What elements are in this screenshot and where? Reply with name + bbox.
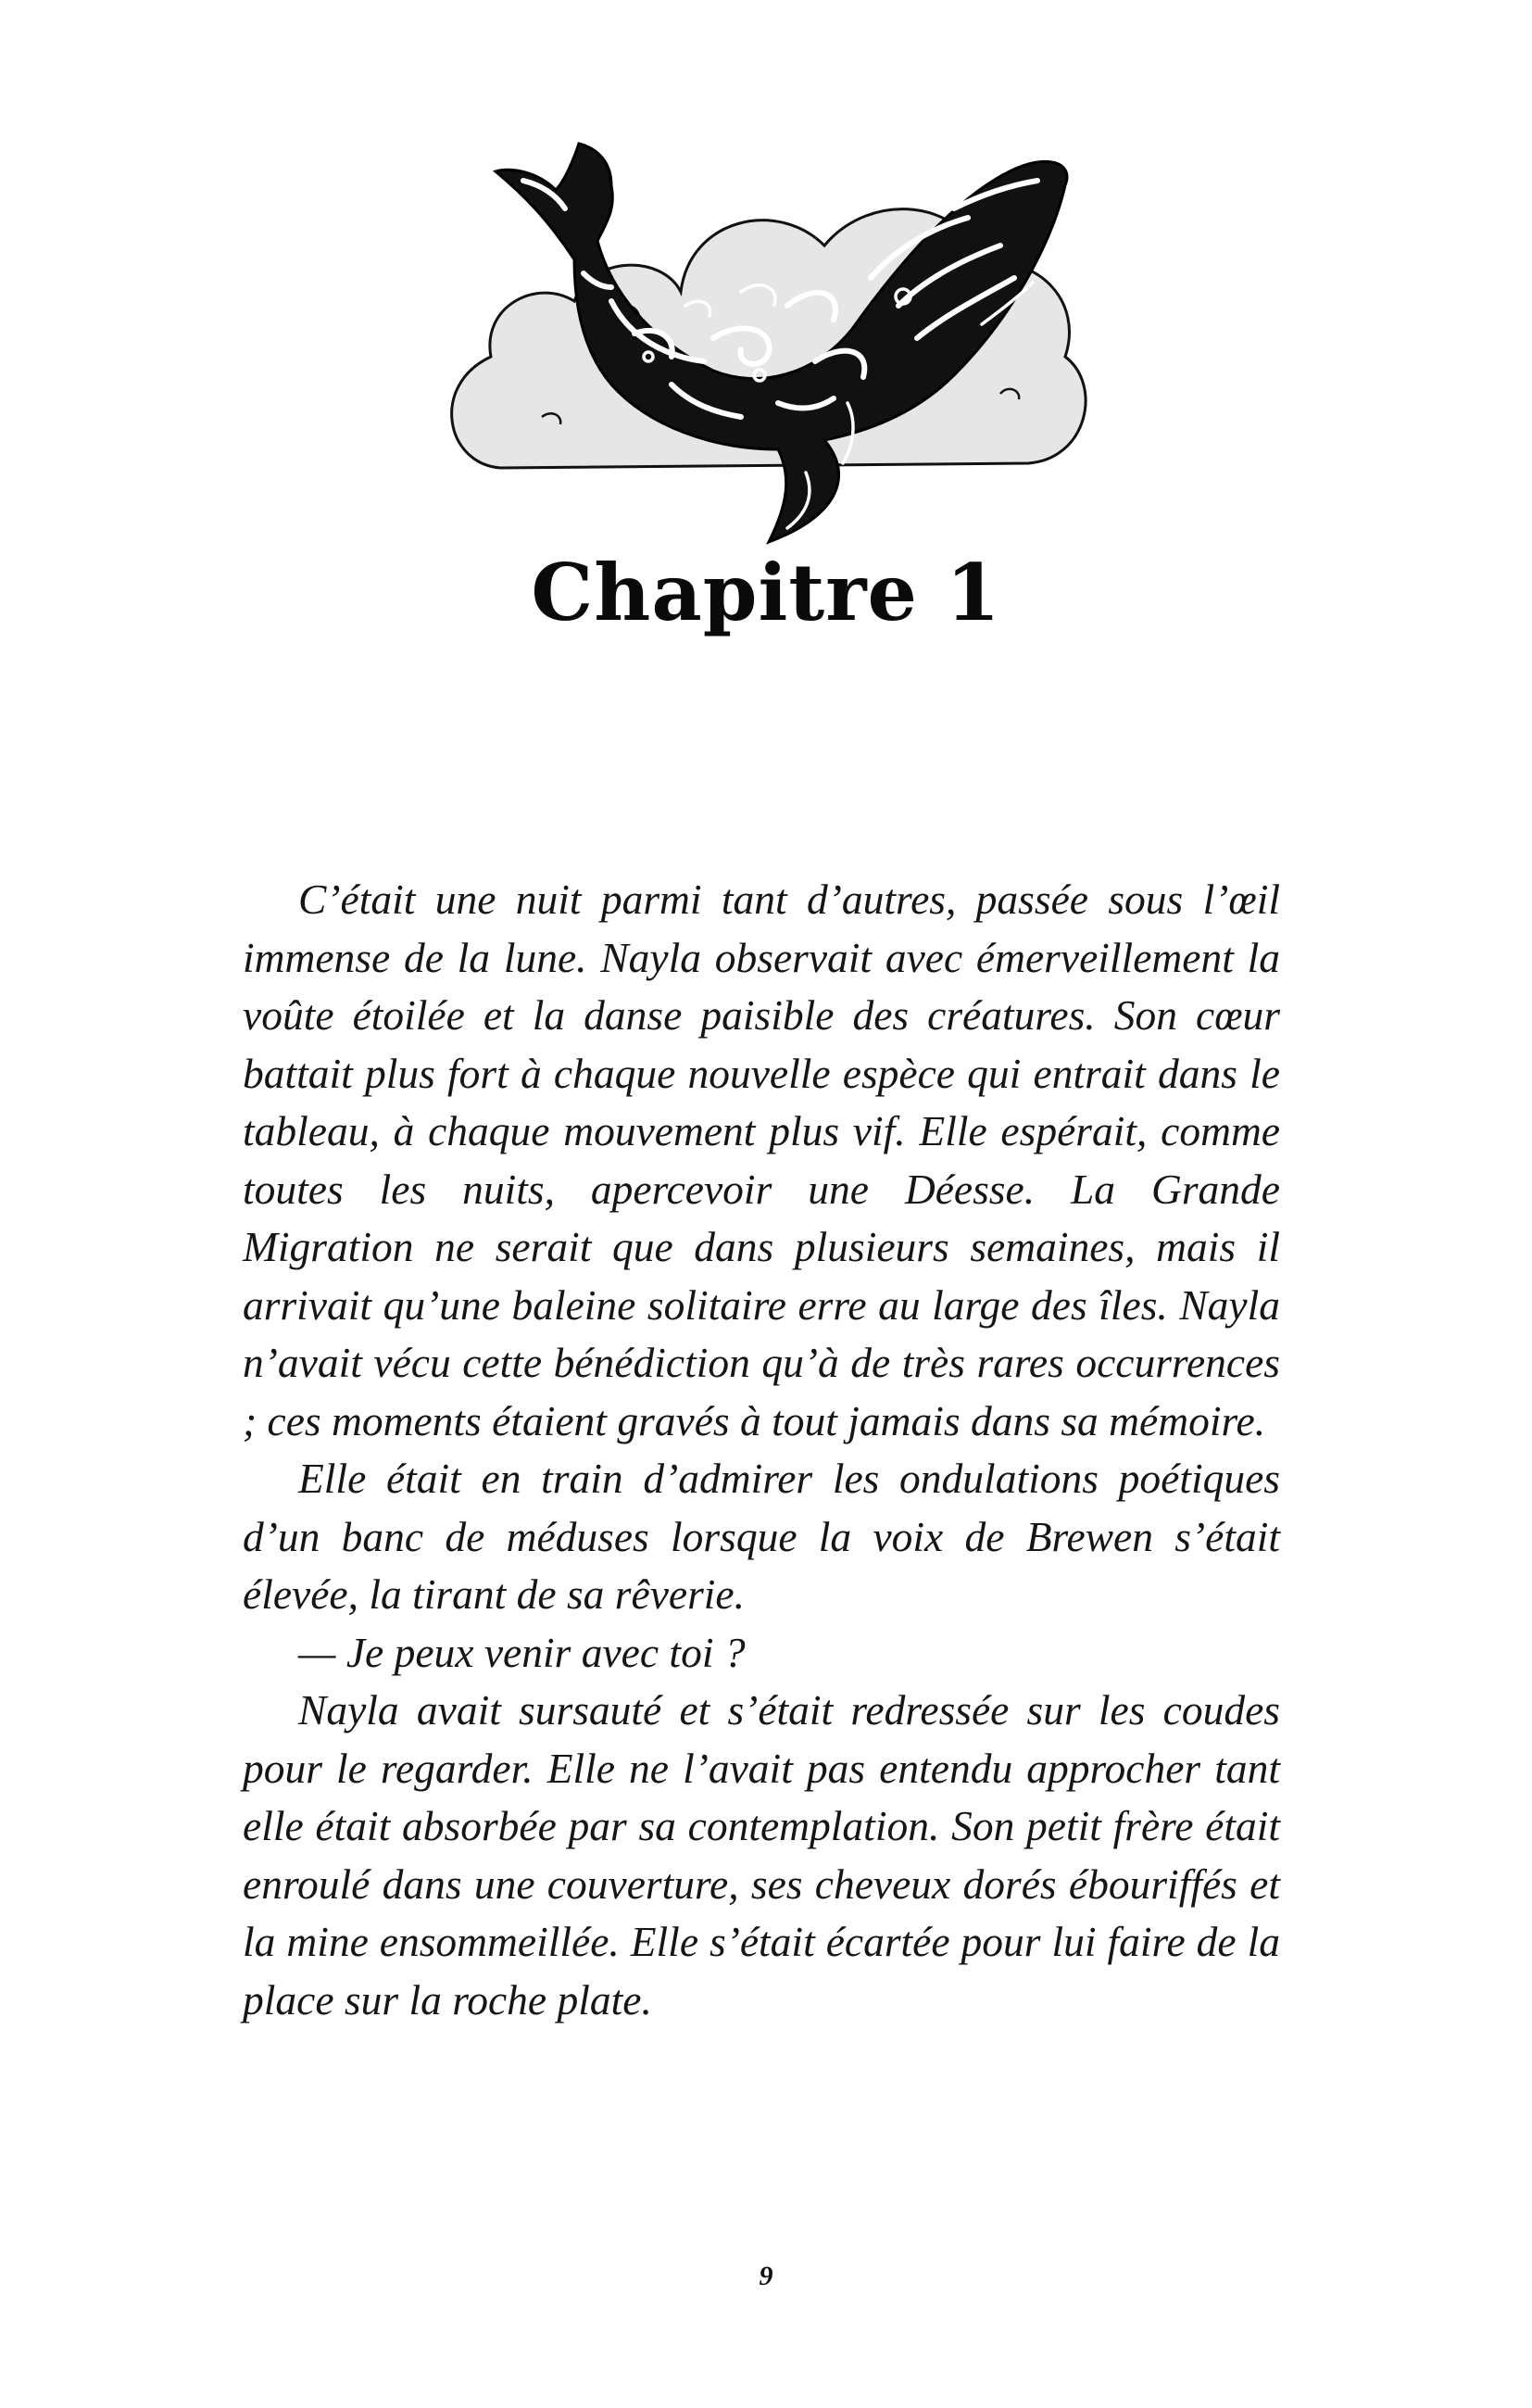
page-number: 9 xyxy=(759,2261,773,2291)
chapter-title: Chapitre 1 xyxy=(531,547,1001,638)
paragraph-1: C’était une nuit parmi tant d’autres, passée sous l’œil immense de la lune. Nayla observait avec émerveillement la voûte étoilée et la danse paisible des créatures. Son cœur battait plus fort à chaque nouvelle espèce qui entrait dans le tableau, à chaque mouvement plus vif. Elle espérait, comme toutes les nuits, apercevoir une Déesse. La Grande Migration ne serait que dans plusieurs semaines, mais il arrivait qu’une baleine solitaire erre au large des îles. Nayla n’avait vécu cette bénédiction qu’à de très rares occurrences ; ces moments étaient gravés à tout jamais dans sa mémoire. xyxy=(243,876,1280,1444)
chapter-body xyxy=(243,871,1280,2029)
paragraph-4: Nayla avait sursauté et s’était redressée sur les coudes pour le regarder. Elle ne l’avait pas entendu approcher tant elle était absorbée par sa contemplation. Son petit frère était enroulé dans une couverture, ses cheveux dorés ébouriffés et la mine ensommeillée. Elle s’était écartée pour lui faire de la place sur la roche plate. xyxy=(243,1686,1280,2023)
paragraph-2: Elle était en train d’admirer les ondulations poétiques d’un banc de méduses lorsque la voix de Brewen s’était élevée, la tirant de sa rêverie. xyxy=(243,1455,1280,1618)
dialogue-line: — Je peux venir avec toi ? xyxy=(298,1628,746,1676)
whale-over-clouds-icon xyxy=(435,107,1102,588)
